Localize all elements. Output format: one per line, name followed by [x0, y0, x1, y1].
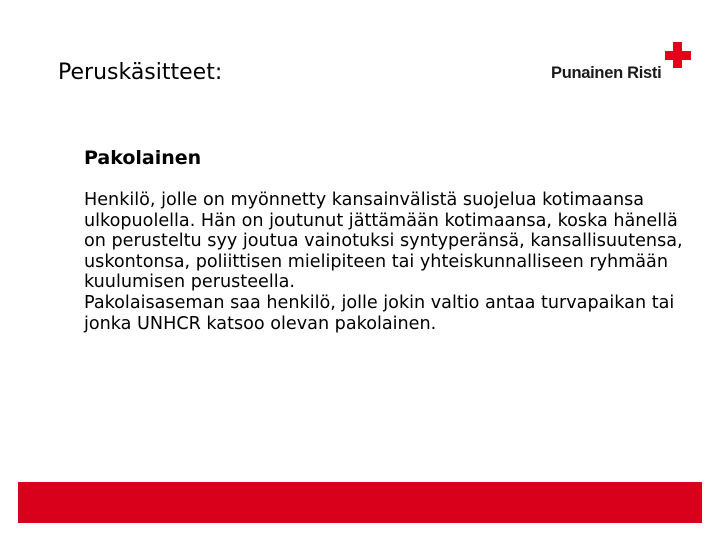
punainen-risti-logo [551, 42, 701, 92]
slide-body [84, 144, 684, 334]
definition-paragraph: Henkilö, jolle on myönnetty kansainvälistä suojelua kotimaansa ulkopuolella. Hän on joutunut jättämään kotimaansa, koska hänellä on perusteltu syy joutua vainotuksi syntyperänsä, kansallisuutensa, uskontonsa, poliittisen mielipiteen tai yhteiskunnalliseen ryhmään kuulumisen perusteella. [84, 190, 683, 293]
logo-text: Punainen Risti [551, 64, 662, 82]
term-heading: Pakolainen [84, 147, 202, 169]
footer-bar [18, 482, 702, 523]
refugee-status-paragraph: Pakolaisaseman saa henkilö, jolle jokin valtio antaa turvapaikan tai jonka UNHCR katsoo olevan pakolainen. [84, 292, 675, 334]
slide-title: Peruskäsitteet: [58, 60, 223, 85]
red-cross-icon [665, 42, 691, 68]
